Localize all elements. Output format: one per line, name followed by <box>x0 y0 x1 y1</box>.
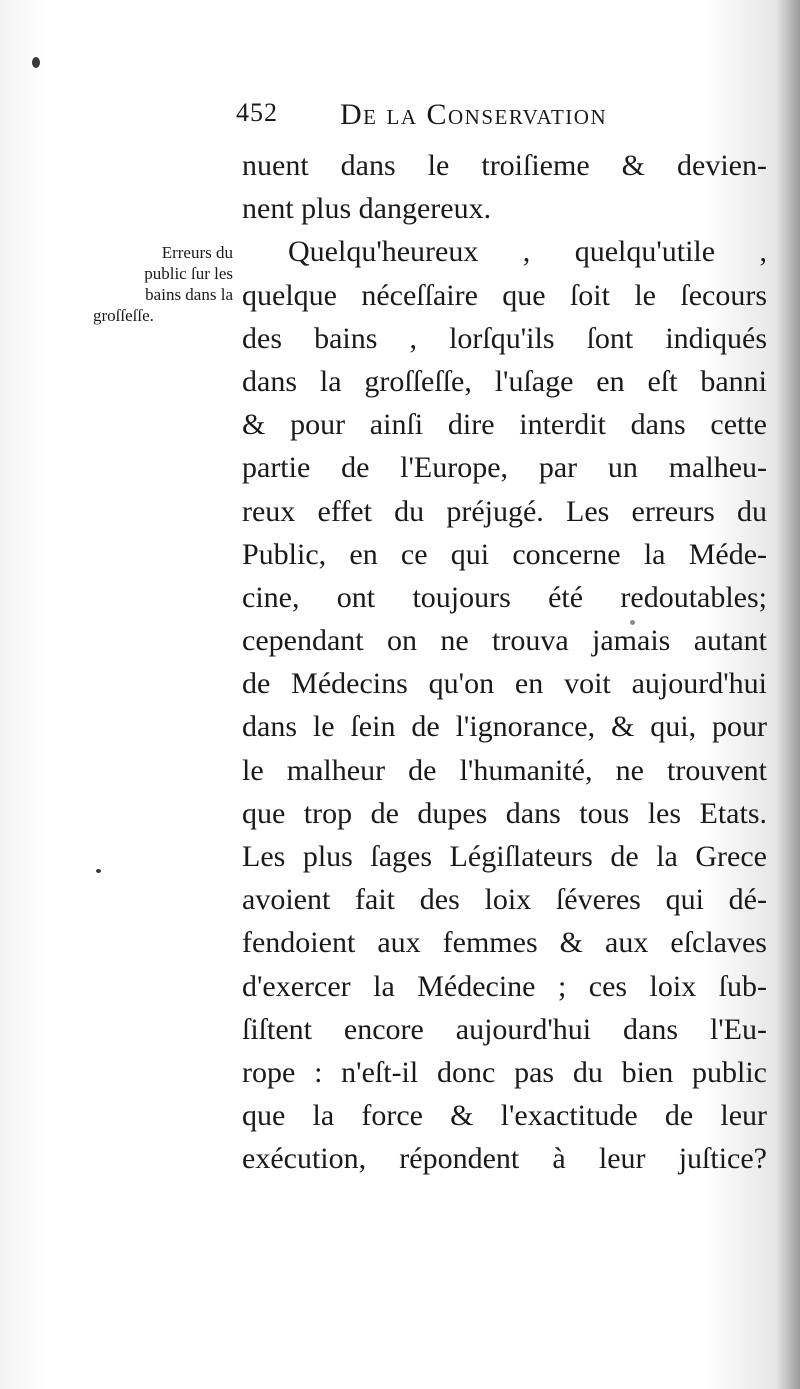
text-line: fendoient aux femmes & aux eſclaves <box>242 926 767 960</box>
text-line: le malheur de l'humanité, ne trouvent <box>242 753 767 787</box>
text-line: rope : n'eſt-il donc pas du bien public <box>242 1055 767 1089</box>
text-line: exécution, répondent à leur juſtice? <box>242 1142 767 1176</box>
text-line: avoient fait des loix ſéveres qui dé- <box>242 883 767 917</box>
text-line: cine, ont toujours été redoutables; <box>242 580 767 614</box>
text-line: reux effet du préjugé. Les erreurs du <box>242 494 767 528</box>
margin-note-line: Erreurs du <box>161 243 233 262</box>
text-line: ſiſtent encore aujourd'hui dans l'Eu- <box>242 1012 767 1046</box>
text-line: Les plus ſages Légiſlateurs de la Grece <box>242 840 767 873</box>
text-line: dans le ſein de l'ignorance, & qui, pour <box>242 710 767 744</box>
ink-speck <box>96 869 101 873</box>
text-line: que trop de dupes dans tous les Etats. <box>242 796 767 830</box>
text-line: nent plus dangereux. <box>242 192 492 226</box>
margin-note-line: groſſeſſe. <box>93 306 154 325</box>
page-number: 452 <box>236 98 278 127</box>
text-line: Public, en ce qui concerne la Méde- <box>242 537 767 571</box>
margin-note <box>93 242 233 326</box>
text-line: cependant on ne trouva jamais autant <box>242 624 767 658</box>
text-line: des bains , lorſqu'ils ſont indiqués <box>242 321 767 355</box>
text-line: Quelqu'heureux , quelqu'utile , <box>288 235 767 269</box>
text-line: dans la groſſeſſe, l'uſage en eſt banni <box>242 364 767 398</box>
text-line: de Médecins qu'on en voit aujourd'hui <box>242 667 767 701</box>
margin-note-line: bains dans la <box>145 285 233 304</box>
ink-speck <box>32 57 40 68</box>
text-line: quelque néceſſaire que ſoit le ſecours <box>242 278 767 312</box>
margin-note-line: public ſur les <box>144 264 233 283</box>
text-line: d'exercer la Médecine ; ces loix ſub- <box>242 969 767 1003</box>
text-line: & pour ainſi dire interdit dans cette <box>242 408 767 442</box>
text-line: partie de l'Europe, par un malheu- <box>242 451 767 485</box>
text-line: que la force & l'exactitude de leur <box>242 1099 767 1133</box>
text-line: nuent dans le troiſieme & devien- <box>242 149 767 182</box>
running-title: De la Conservation <box>340 98 608 131</box>
page-header <box>236 98 706 138</box>
body-text <box>242 144 767 1181</box>
